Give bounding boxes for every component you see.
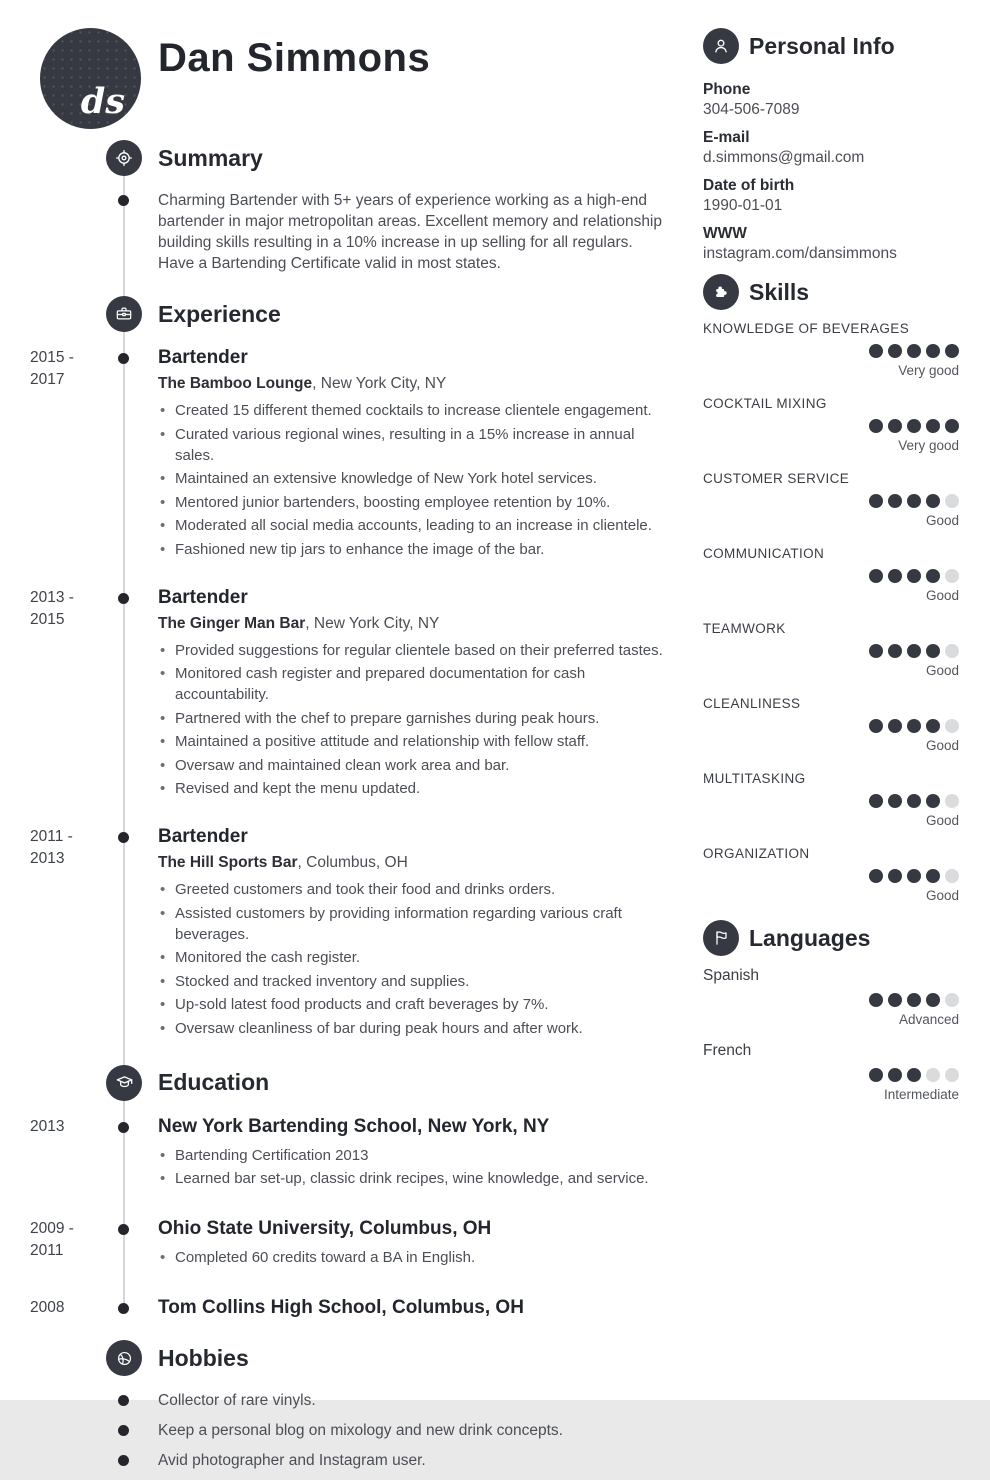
skill-name: TEAMWORK (703, 621, 786, 636)
hobby-item (158, 1450, 678, 1471)
section-title: Hobbies (158, 1344, 249, 1371)
section-header (703, 920, 959, 956)
job-title: Bartender (158, 826, 248, 847)
bullet-item: • Curated various regional wines, resulting in a 15% increase in annual sales. (158, 424, 670, 466)
field-value: instagram.com/dansimmons (703, 245, 897, 262)
rating-dot (907, 993, 921, 1007)
rating-dot (888, 719, 902, 733)
rating-dot (888, 993, 902, 1007)
rating-dot (945, 869, 959, 883)
section-header (703, 274, 959, 310)
personal-info-field (703, 176, 959, 216)
section-header (158, 1340, 678, 1376)
bullet-item: • Greeted customers and took their food and drinks orders. (158, 879, 670, 900)
education-bullets (158, 1247, 678, 1268)
rating-dot (907, 494, 921, 508)
date-line: 2011 - (30, 828, 73, 845)
job-subtitle (158, 612, 678, 636)
timeline-dot (118, 1455, 129, 1466)
rating-dot (926, 494, 940, 508)
rating-dot (907, 569, 921, 583)
company-name: The Ginger Man Bar (158, 614, 306, 632)
page-title: Dan Simmons (158, 36, 431, 80)
skill-item (703, 845, 959, 904)
rating-dot (945, 644, 959, 658)
rating-dot (888, 869, 902, 883)
rating-dot (888, 794, 902, 808)
education-section (30, 1065, 678, 1321)
bullet-item: • Created 15 different themed cocktails to increase clientele engagement. (158, 400, 670, 421)
rating-dot (945, 419, 959, 433)
skill-item (703, 395, 959, 454)
language-item (703, 966, 959, 1028)
rating-dot (926, 569, 940, 583)
job-subtitle (158, 372, 678, 396)
date-line: 2011 (30, 1242, 64, 1259)
field-value: d.simmons@gmail.com (703, 149, 865, 166)
company-location: , New York City, NY (312, 375, 447, 392)
skill-name: CLEANLINESS (703, 696, 801, 711)
job-bullets (158, 400, 678, 560)
rating-dot (869, 869, 883, 883)
company-location: , Columbus, OH (297, 854, 408, 871)
rating-dot (926, 644, 940, 658)
date-line: 2009 - (30, 1220, 74, 1237)
rating-dot (926, 1068, 940, 1082)
rating-dot (888, 644, 902, 658)
person-icon (703, 28, 739, 64)
rating-dot (926, 794, 940, 808)
timeline-dot (118, 1395, 129, 1406)
skill-rating (703, 719, 959, 733)
job-title: Bartender (158, 347, 248, 368)
rating-dot (888, 419, 902, 433)
field-value: 304-506-7089 (703, 101, 800, 118)
field-label: E-mail (703, 129, 750, 146)
bullet-item: • Monitored the cash register. (158, 947, 670, 968)
timeline-dot (118, 1224, 129, 1235)
language-name: French (703, 1042, 752, 1059)
school-title: New York Bartending School, New York, NY (158, 1115, 550, 1137)
rating-dot (926, 869, 940, 883)
puzzle-icon (703, 274, 739, 310)
skill-rating (703, 344, 959, 358)
rating-dot (945, 993, 959, 1007)
experience-entry (30, 586, 678, 800)
timeline-dot (118, 1122, 129, 1133)
education-bullets (158, 1145, 678, 1190)
rating-dot (888, 344, 902, 358)
section-header (703, 28, 959, 64)
entry-dates (30, 1218, 110, 1262)
field-value: 1990-01-01 (703, 197, 783, 214)
entry-dates (30, 347, 110, 391)
skill-name: COCKTAIL MIXING (703, 396, 827, 411)
rating-dot (888, 1068, 902, 1082)
bullet-item: • Completed 60 credits toward a BA in English. (158, 1247, 670, 1268)
skill-rating (703, 494, 959, 508)
rating-dot (926, 419, 940, 433)
bullet-item: • Partnered with the chef to prepare garnishes during peak hours. (158, 708, 670, 729)
rating-dot (869, 344, 883, 358)
skill-rating (703, 419, 959, 433)
company-name: The Hill Sports Bar (158, 854, 298, 871)
school-title: Ohio State University, Columbus, OH (158, 1218, 492, 1239)
bullet-item: • Maintained an extensive knowledge of New York hotel services. (158, 468, 670, 489)
hobby-item (158, 1420, 678, 1441)
avatar (40, 28, 141, 129)
language-rating (703, 993, 959, 1007)
bullet-item: • Maintained a positive attitude and relationship with fellow staff. (158, 731, 670, 752)
education-entry (30, 1115, 678, 1190)
section-title: Summary (158, 144, 263, 171)
skill-rating-label: Good (925, 813, 959, 828)
skill-name: COMMUNICATION (703, 546, 825, 561)
summary-paragraph: Charming Bartender with 5+ years of experience working as a high-end bartender in major metropolitan areas. Excellent memory and relationship building skills resulting in a 10% increase in up selling for all regulars. Have a Bartending Certificate valid in most states. (158, 192, 662, 272)
hobby-item (158, 1390, 678, 1411)
rating-dot (945, 794, 959, 808)
rating-dot (945, 1068, 959, 1082)
skill-rating-label: Good (925, 663, 959, 678)
rating-dot (869, 644, 883, 658)
skill-item (703, 770, 959, 829)
section-title: Experience (158, 300, 281, 327)
timeline-dot (118, 1303, 129, 1314)
skill-item (703, 545, 959, 604)
section-title: Languages (749, 924, 871, 951)
rating-dot (945, 569, 959, 583)
rating-dot (945, 494, 959, 508)
rating-dot (907, 719, 921, 733)
language-name: Spanish (703, 967, 760, 984)
date-line: 2013 (30, 1117, 65, 1135)
skill-rating (703, 569, 959, 583)
education-entry (30, 1296, 678, 1320)
main-column (30, 140, 678, 1480)
timeline-dot (118, 195, 129, 206)
bullet-item: • Mentored junior bartenders, boosting employee retention by 10%. (158, 492, 670, 513)
skill-rating-label: Good (925, 588, 959, 603)
section-title: Education (158, 1069, 270, 1095)
skill-item (703, 695, 959, 754)
experience-section (30, 296, 678, 1039)
field-label: Date of birth (703, 177, 795, 194)
education-entry (30, 1217, 678, 1268)
field-label: Phone (703, 81, 751, 98)
company-name: The Bamboo Lounge (158, 375, 313, 392)
skill-name: KNOWLEDGE OF BEVERAGES (703, 321, 910, 336)
bullet-item: • Up-sold latest food products and craft beverages by 7%. (158, 994, 670, 1015)
skill-rating (703, 644, 959, 658)
bullet-item: • Provided suggestions for regular clientele based on their preferred tastes. (158, 640, 670, 661)
skill-rating-label: Good (925, 888, 959, 903)
hobby-text: Avid photographer and Instagram user. (158, 1452, 426, 1469)
date-line: 2008 (30, 1299, 65, 1316)
rating-dot (926, 993, 940, 1007)
skill-name: ORGANIZATION (703, 846, 810, 861)
target-icon (106, 140, 142, 176)
summary-text (158, 190, 665, 274)
rating-dot (869, 993, 883, 1007)
bullet-item: • Monitored cash register and prepared documentation for cash accountability. (158, 663, 670, 705)
rating-dot (888, 569, 902, 583)
rating-dot (869, 569, 883, 583)
hobby-text: Collector of rare vinyls. (158, 1392, 316, 1409)
timeline-dot (118, 593, 129, 604)
briefcase-icon (106, 296, 142, 332)
language-rating-label: Intermediate (883, 1087, 959, 1102)
date-line: 2013 (30, 850, 65, 867)
section-title: Skills (749, 278, 810, 305)
bullet-item: • Oversaw cleanliness of bar during peak hours and after work. (158, 1018, 670, 1039)
hobby-text: Keep a personal blog on mixology and new drink concepts. (158, 1422, 563, 1439)
bullet-item: • Assisted customers by providing information regarding various craft beverages. (158, 903, 670, 945)
section-header (158, 296, 678, 332)
rating-dot (869, 1068, 883, 1082)
bullet-item: • Revised and kept the menu updated. (158, 778, 670, 799)
timeline-dot (118, 1425, 129, 1436)
bullet-item: • Stocked and tracked inventory and supplies. (158, 971, 670, 992)
bullet-item: • Bartending Certification 2013 (158, 1145, 670, 1166)
personal-info-field (703, 224, 959, 264)
rating-dot (869, 419, 883, 433)
personal-info-field (703, 80, 959, 120)
skill-rating (703, 794, 959, 808)
graduation-cap-icon (106, 1065, 142, 1101)
section-header (158, 140, 678, 176)
rating-dot (869, 494, 883, 508)
hobbies-section (158, 1340, 678, 1471)
bullet-item: • Fashioned new tip jars to enhance the image of the bar. (158, 539, 670, 560)
section-header (158, 1065, 678, 1101)
rating-dot (907, 869, 921, 883)
sidebar (703, 28, 959, 1116)
language-rating-label: Advanced (898, 1012, 959, 1027)
rating-dot (907, 344, 921, 358)
rating-dot (945, 719, 959, 733)
timeline-dot (118, 353, 129, 364)
job-bullets (158, 879, 678, 1039)
date-line: 2017 (30, 371, 65, 388)
skill-name: MULTITASKING (703, 771, 806, 786)
skill-rating-label: Good (925, 513, 959, 528)
skill-name: CUSTOMER SERVICE (703, 471, 850, 486)
rating-dot (907, 644, 921, 658)
date-line: 2015 (30, 610, 65, 628)
company-location: , New York City, NY (305, 614, 440, 632)
rating-dot (926, 344, 940, 358)
rating-dot (869, 719, 883, 733)
bullet-item: • Learned bar set-up, classic drink recipes, wine knowledge, and service. (158, 1168, 670, 1189)
bullet-item: • Oversaw and maintained clean work area and bar. (158, 755, 670, 776)
rating-dot (869, 794, 883, 808)
section-title: Personal Info (749, 32, 895, 59)
field-label: WWW (703, 225, 747, 242)
skill-item (703, 470, 959, 529)
date-line: 2013 - (30, 588, 74, 606)
summary-section (158, 140, 678, 274)
entry-dates (30, 1116, 110, 1138)
personal-info-field (703, 128, 959, 168)
rating-dot (888, 494, 902, 508)
job-title: Bartender (158, 586, 248, 608)
entry-dates (30, 587, 110, 631)
skill-rating (703, 869, 959, 883)
skill-item (703, 620, 959, 679)
experience-entry (30, 825, 678, 1039)
rating-dot (945, 344, 959, 358)
experience-entry (30, 346, 678, 560)
rating-dot (907, 419, 921, 433)
job-bullets (158, 640, 678, 800)
language-rating (703, 1068, 959, 1082)
skill-rating-label: Good (925, 738, 959, 753)
school-title: Tom Collins High School, Columbus, OH (158, 1297, 524, 1318)
rating-dot (926, 719, 940, 733)
skill-rating-label: Very good (898, 363, 959, 378)
basketball-icon (106, 1340, 142, 1376)
rating-dot (907, 1068, 921, 1082)
avatar-initials: ds (80, 81, 125, 122)
date-line: 2015 - (30, 349, 74, 366)
flag-icon (703, 920, 739, 956)
skill-item (703, 320, 959, 379)
skill-rating-label: Very good (898, 438, 959, 453)
language-item (703, 1041, 959, 1103)
entry-dates (30, 1297, 110, 1319)
job-subtitle (158, 851, 678, 875)
rating-dot (907, 794, 921, 808)
timeline-dot (118, 832, 129, 843)
bullet-item: • Moderated all social media accounts, leading to an increase in clientele. (158, 515, 670, 536)
entry-dates (30, 826, 110, 870)
